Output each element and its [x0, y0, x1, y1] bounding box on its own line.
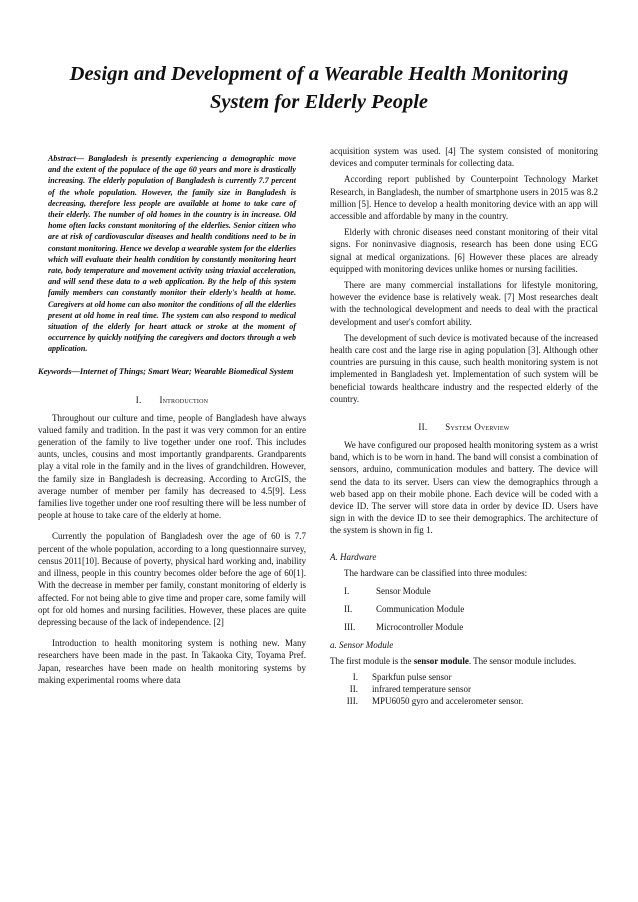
right-column: [330, 145, 598, 707]
sensor-text-before: The first module is the: [330, 655, 414, 666]
sensor-text-bold: sensor module: [413, 655, 469, 666]
abstract: Abstract— Bangladesh is presently experiencing a demographic move and the extent of the populace of the age 60 years and more is drastically increasing. The elderly population of Bangladesh is currently 7.7 percent of the whole population. However, the family size in Bangladesh is decreasing, therefore less people are available at home to take care of their elderly. The number of old homes in the country is in increase. Old home often lacks constant monitoring of the elderlies. Senior citizen who are at risk of cardiovascular diseases and health conditions need to be in constant monitoring. Hence we develop a wearable system for the elderlies which will evaluate their health condition by constantly monitoring heart rate, body temperature and movement activity using triaxial acceleration, and will send these data to a web application. By the help of this system family members can constantly monitor their elderly's health at home. Caregivers at old home can also monitor the conditions of all the elderlies present at old home in real time. The system can also respond to medical situation of the elderly for heart attack or stroke at the moment of occurrence by quickly notifying the caregivers and doctors through a web application.: [48, 154, 296, 354]
list-item: [344, 621, 598, 633]
list-label: Communication Module: [376, 603, 465, 614]
intro-paragraph-7: The development of such device is motivated because of the increased health care cost and the large rise in aging population [3]. Although other countries are pursuing in this cause, such health monitoring system is not implemented in Bangladesh yet. Implementation of such system will be beneficial towards healthcare industry and the respected elderly of the country.: [330, 332, 598, 404]
system-overview-paragraph: We have configured our proposed health monitoring system as a wrist band, which is to be worn in hand. The band will consist a combination of sensors, arduino, communication modules and battery. The device will send the data to its server. Users can view the demographics through a web based app on their mobile phone. Each device will be coded with a device ID. The server will store data in order by device ID. Users have sign in with the device ID to see their demographics. The architecture of the system is shown in fig 1.: [330, 440, 598, 536]
sensor-text-after: . The sensor module includes.: [468, 655, 577, 666]
list-item: [344, 603, 598, 615]
list-label: Sparkfun pulse sensor: [372, 672, 452, 683]
list-number: I.: [344, 585, 350, 596]
section-number: II.: [418, 422, 428, 433]
hardware-module-list: [330, 585, 598, 633]
list-label: MPU6050 gyro and accelerometer sensor.: [372, 696, 524, 707]
subsection-heading-sensor-module: a. Sensor Module: [330, 639, 394, 650]
intro-continued-paragraph: acquisition system was used. [4] The system consisted of monitoring devices and computer terminals for collecting data.: [330, 146, 598, 169]
list-label: Microcontroller Module: [376, 621, 464, 632]
section-title: System Overview: [445, 422, 510, 433]
section-heading-system-overview: [330, 421, 598, 433]
list-number: III.: [344, 621, 356, 632]
sensor-module-paragraph: [330, 655, 598, 667]
list-label: Sensor Module: [376, 585, 431, 596]
intro-paragraph-5: Elderly with chronic diseases need constant monitoring of their vital signs. For noninvasive diagnosis, research has been done using ECG signal at medical organizations. [6] However these places are already equipped with monitoring devices unlike homes or nursing facilities.: [330, 227, 598, 274]
intro-paragraph-2: Currently the population of Bangladesh over the age of 60 is 7.7 percent of the whole population, according to a long questionnaire survey, census 2011[10]. Because of poverty, physical hard working and, inability and illness, people in this country becomes older before the age of 60[1]. With the decrease in member per family, constant monitoring of elderly is affected. For not being able to give time and proper care, some family will opt for old homes and nursing facilities. However, these places are quite depressing because of the lack of independence. [2]: [38, 531, 306, 627]
sensor-list: [330, 671, 598, 707]
list-number: II.: [349, 684, 358, 695]
section-heading-introduction: [38, 394, 306, 406]
list-item: [334, 695, 598, 707]
section-title: Introduction: [159, 394, 209, 405]
section-number: I.: [135, 394, 142, 405]
list-label: infrared temperature sensor: [372, 684, 471, 695]
list-number: II.: [344, 603, 353, 614]
intro-paragraph-4: According report published by Counterpoint Technology Market Research, in Bangladesh, the number of smartphone users in 2015 was 8.2 million [5]. Hence to develop a health monitoring device with an app will accessible and affordable by many in the country.: [330, 174, 598, 222]
list-number: III.: [346, 696, 358, 707]
left-column: [38, 145, 306, 686]
intro-paragraph-3: Introduction to health monitoring system is nothing new. Many researchers have been made in the past. In Takaoka City, Toyama Pref. Japan, researches have been made on health monitoring systems by making experimental rooms where data: [38, 638, 306, 685]
intro-paragraph-6: There are many commercial installations for lifestyle monitoring, however the evidence base is relatively weak. [7] Most researches dealt with the technological development and needs to deal with the practical development and user's comfort ability.: [330, 280, 598, 327]
list-item: [344, 585, 598, 597]
intro-paragraph-1: Throughout our culture and time, people of Bangladesh have always valued family and tradition. In the past it was very common for an entire generation of the family to live together under one roof. This includes aunts, uncles, cousins and most importantly grandparents. Grandparents play a vital role in the family and in the lives of grandchildren. However, the family size in Bangladesh is decreasing. According to ArcGIS, the average number of member per family has decreased to 4.5[9]. Less families live together under one roof resulting there will be less number of people at house to take care of the elderly at home.: [38, 412, 306, 521]
paper-title: Design and Development of a Wearable Health Monitoring System for Elderly People: [69, 63, 569, 113]
list-number: I.: [352, 672, 358, 683]
list-item: [334, 683, 598, 695]
hardware-intro: The hardware can be classified into three modules:: [344, 567, 528, 578]
keywords: Keywords—Internet of Things; Smart Wear; Wearable Biomedical System: [38, 366, 294, 376]
list-item: [334, 671, 598, 683]
subsection-heading-hardware: A. Hardware: [330, 551, 377, 562]
